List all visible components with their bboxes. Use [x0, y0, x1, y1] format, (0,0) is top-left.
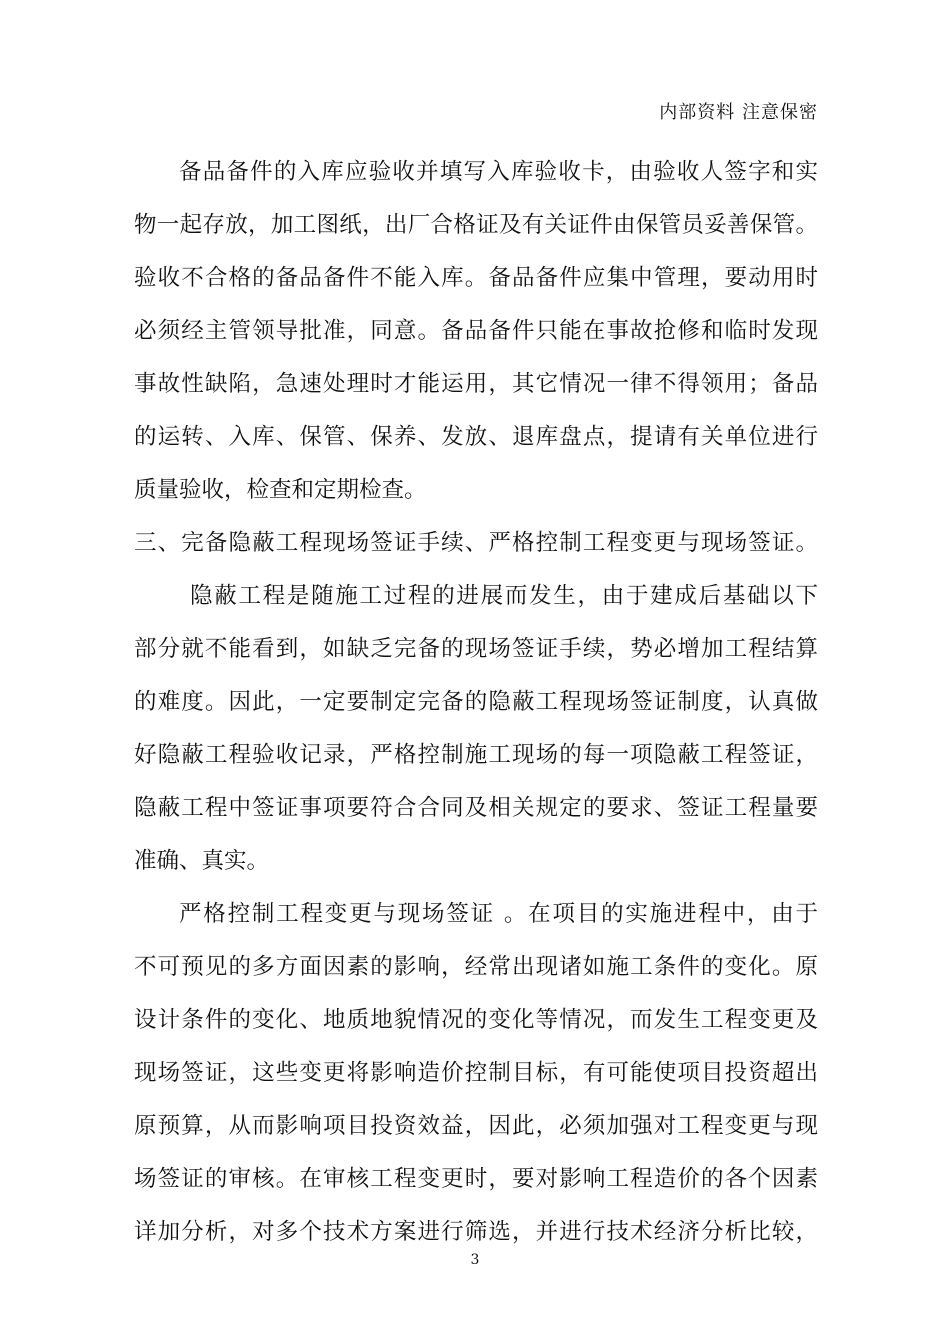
text-line: 的运转、入库、保管、保养、发放、退库盘点，提请有关单位进行 [134, 424, 818, 450]
text-line: 必须经主管领导批准，同意。备品备件只能在事故抢修和临时发现 [134, 318, 818, 344]
paragraph-spare-parts [134, 146, 818, 517]
paragraph-hidden-works [134, 570, 818, 888]
document-body [134, 146, 818, 1259]
text-line: 物一起存放，加工图纸，出厂合格证及有关证件由保管员妥善保管。 [134, 212, 818, 238]
section-heading [134, 517, 818, 570]
text-line: 不可预见的多方面因素的影响，经常出现诸如施工条件的变化。原 [134, 954, 818, 980]
text-line: 隐蔽工程是随施工过程的进展而发生，由于建成后基础以下 [190, 583, 818, 609]
text-line: 设计条件的变化、地质地貌情况的变化等情况，而发生工程变更及 [134, 1007, 818, 1033]
text-line: 详加分析，对多个技术方案进行筛选，并进行技术经济分析比较， [134, 1219, 818, 1245]
text-line: 严格控制工程变更与现场签证 。在项目的实施进程中，由于 [179, 901, 818, 927]
page-number: 3 [470, 1252, 480, 1268]
text-line: 隐蔽工程中签证事项要符合合同及相关规定的要求、签证工程量要 [134, 795, 818, 821]
text-line: 原预算，从而影响项目投资效益，因此，必须加强对工程变更与现 [134, 1113, 818, 1139]
paragraph-change-control [134, 888, 818, 1259]
text-line: 部分就不能看到，如缺乏完备的现场签证手续，势必增加工程结算 [134, 636, 818, 662]
section-heading-text: 三、完备隐蔽工程现场签证手续、严格控制工程变更与现场签证。 [134, 530, 818, 556]
text-line: 的难度。因此，一定要制定完备的隐蔽工程现场签证制度，认真做 [134, 689, 818, 715]
page-header: 内部资料 注意保密 [659, 102, 818, 123]
text-line: 质量验收，检查和定期检查。 [134, 477, 427, 503]
text-line: 场签证的审核。在审核工程变更时，要对影响工程造价的各个因素 [134, 1166, 818, 1192]
text-line: 验收不合格的备品备件不能入库。备品备件应集中管理，要动用时 [134, 265, 818, 291]
text-line: 事故性缺陷，急速处理时才能运用，其它情况一律不得领用；备品 [134, 371, 818, 397]
text-line: 现场签证，这些变更将影响造价控制目标，有可能使项目投资超出 [134, 1060, 818, 1086]
text-line: 备品备件的入库应验收并填写入库验收卡，由验收人签字和实 [179, 159, 818, 185]
text-line: 准确、真实。 [134, 848, 270, 874]
text-line: 好隐蔽工程验收记录，严格控制施工现场的每一项隐蔽工程签证， [134, 742, 818, 768]
